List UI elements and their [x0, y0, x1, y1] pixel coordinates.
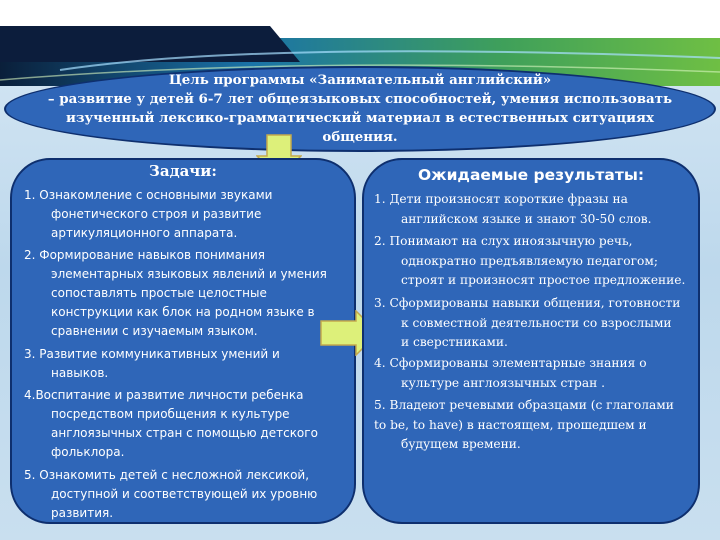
task-item: 4.Воспитание и развитие личности ребенка посредством приобщения к культуре англоязычных стран с помощью детского фольклора. — [24, 388, 318, 459]
results-panel — [362, 158, 700, 524]
result-item: 2. Понимают на слух иноязычную речь, однократно предъявляемую педагогом; строят и произносят простое предложение. — [374, 234, 686, 287]
tasks-panel — [10, 158, 356, 524]
result-item: 5. Владеют речевыми образцами (с глаголами to be, to have) в настоящем, прошедшем и будущем времени. — [374, 398, 674, 451]
results-title: Ожидаемые результаты: — [417, 166, 645, 184]
goal-line: – развитие у детей 6-7 лет общеязыковых способностей, умения использовать — [47, 91, 673, 107]
goal-line: общения. — [322, 129, 398, 145]
result-item: 1. Дети произносят короткие фразы на английском языке и знают 30-50 слов. — [374, 192, 652, 226]
result-item: 3. Сформированы навыки общения, готовности к совместной деятельности со взрослыми и сверстниками. — [374, 296, 681, 349]
goal-line: изученный лексико-грамматический материал в естественных ситуациях — [66, 110, 654, 126]
result-item: 4. Сформированы элементарные знания о культуре англоязычных стран . — [374, 356, 647, 390]
goal-line: Цель программы «Занимательный английский» — [168, 72, 552, 88]
task-item: 2. Формирование навыков понимания элементарных языковых явлений и умения сопоставлять простые целостные конструкции как блок на родном языке в сравнении с изучаемым языком. — [24, 248, 327, 338]
task-item: 3. Развитие коммуникативных умений и навыков. — [24, 347, 280, 380]
task-item: 5. Ознакомить детей с несложной лексикой, доступной и соответствующей их уровню развития. — [24, 468, 318, 520]
task-item: 1. Ознакомление с основными звуками фонетического строя и развитие артикуляционного аппарата. — [24, 188, 273, 240]
program-goal — [4, 66, 716, 152]
tasks-title: Задачи: — [149, 162, 217, 180]
